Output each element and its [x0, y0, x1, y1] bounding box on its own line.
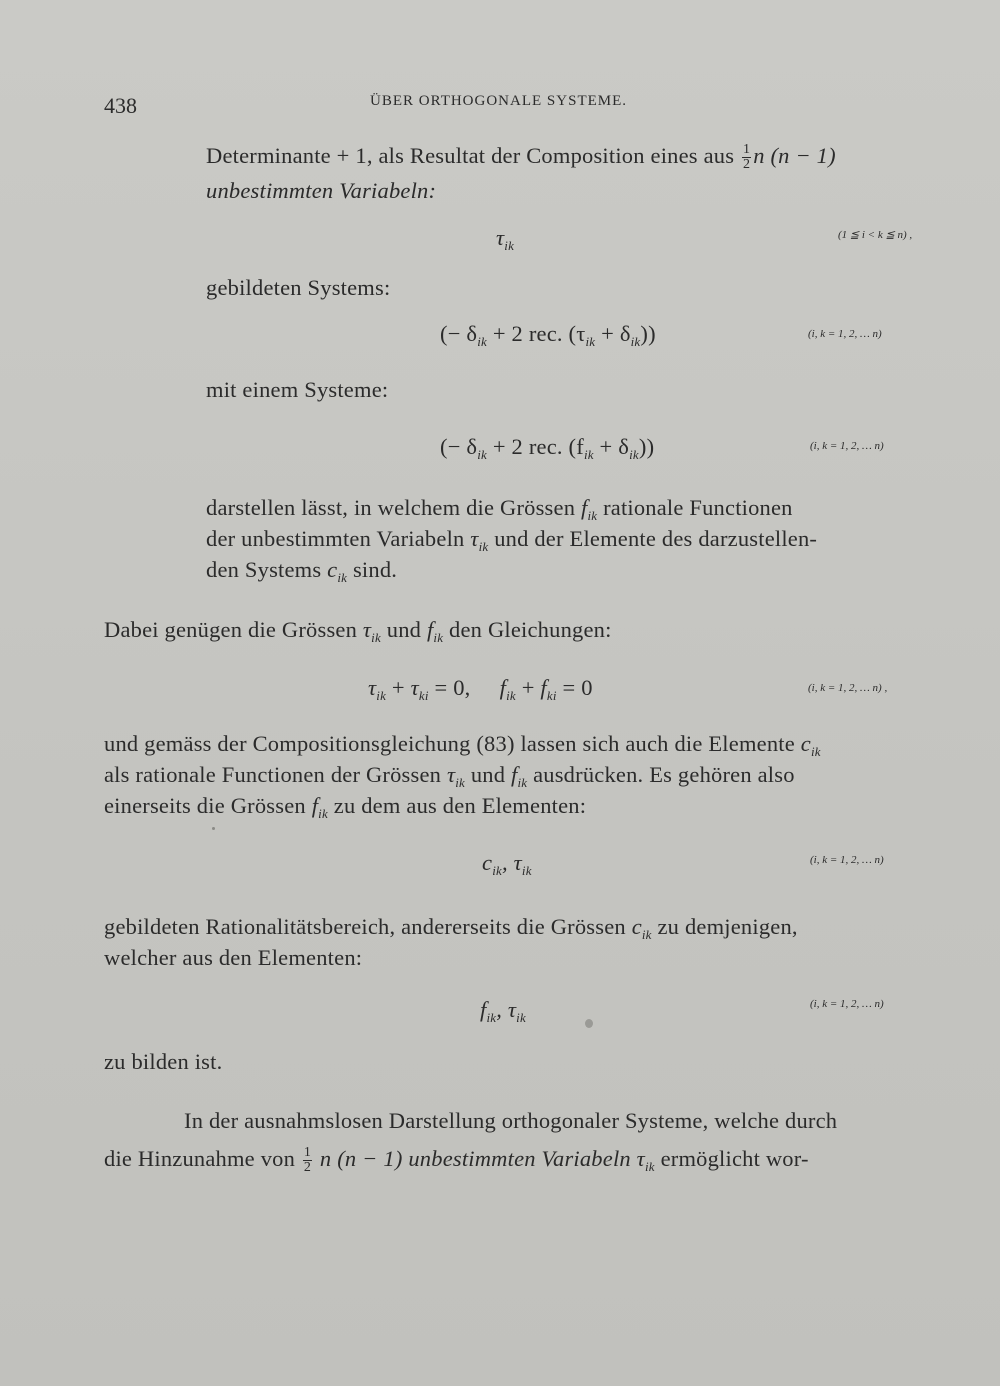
- math-symbol: τ: [513, 850, 522, 875]
- ink-spot: [585, 1019, 593, 1028]
- text-span: rationale Functionen: [603, 495, 793, 520]
- math-subscript: ik: [644, 1159, 655, 1174]
- running-title: ÜBER ORTHOGONALE SYSTEME.: [370, 93, 628, 109]
- math-subscript: ik: [629, 447, 639, 462]
- text-span: und: [386, 617, 422, 642]
- equation-condition: (i, k = 1, 2, … n): [808, 328, 882, 340]
- math-subscript: ik: [455, 775, 465, 790]
- math-part: +: [386, 675, 411, 700]
- math-subscript: ik: [337, 570, 348, 585]
- equation-system-f: [440, 431, 654, 462]
- text-span: zu demjenigen,: [657, 914, 798, 939]
- math-subscript: ki: [418, 688, 429, 703]
- math-part: + δ: [595, 321, 631, 346]
- text-span: sind.: [352, 557, 398, 582]
- math-symbol: c: [631, 914, 642, 939]
- text-span: den Systems: [206, 557, 322, 582]
- paragraph-line: [104, 614, 612, 645]
- paragraph-line: [206, 140, 836, 172]
- math-subscript: ik: [371, 630, 381, 645]
- paragraph-line: unbestimmten Variabeln:: [206, 178, 437, 203]
- paragraph-line: gebildeten Systems:: [206, 275, 391, 300]
- math-subscript: ik: [517, 775, 528, 790]
- math-symbol: τ: [470, 526, 479, 551]
- math-subscript: ik: [506, 688, 516, 703]
- fraction-half: [742, 143, 751, 172]
- equation-condition: (1 ≦ i < k ≦ n) ,: [838, 229, 913, 241]
- math-part: ,: [501, 850, 514, 875]
- paragraph-line: [104, 759, 795, 790]
- paragraph-line: [104, 1143, 809, 1175]
- text-span: und gemäss der Compositionsgleichung (83) lassen sich auch die Elemente: [104, 731, 795, 756]
- fraction-numerator: 1: [743, 142, 751, 158]
- math-part: + δ: [593, 434, 630, 459]
- paragraph-line: [104, 911, 798, 942]
- equation-tau: [496, 222, 514, 253]
- paragraph-line: welcher aus den Elementen:: [104, 945, 363, 970]
- math-expression: n (n − 1): [753, 143, 836, 168]
- math-subscript: ik: [486, 1010, 497, 1025]
- fraction-denominator: 2: [743, 157, 751, 173]
- math-symbol: f: [540, 675, 547, 700]
- math-symbol: f: [499, 675, 507, 700]
- math-subscript: ik: [587, 508, 598, 523]
- math-part: )): [640, 321, 656, 346]
- text-span: darstellen lässt, in welchem die Grössen: [206, 495, 576, 520]
- math-subscript: ik: [433, 630, 444, 645]
- math-symbol: c: [327, 557, 338, 582]
- paragraph-line: mit einem Systeme:: [206, 377, 389, 402]
- text-span: ausdrücken. Es gehören also: [533, 762, 795, 787]
- math-symbol: τ: [507, 997, 517, 1022]
- text-span: gebildeten Rationalitätsbereich, andererseits die Grössen: [104, 914, 626, 939]
- math-subscript: ik: [521, 863, 532, 878]
- math-symbol: f: [580, 495, 588, 520]
- math-symbol: c: [482, 850, 493, 875]
- equation-system-tau: [440, 318, 656, 349]
- math-subscript: ik: [477, 447, 488, 462]
- text-span: Dabei genügen die Grössen: [104, 617, 358, 642]
- text-span: n (n − 1) unbestimmten Variabeln: [319, 1146, 631, 1171]
- math-part: = 0: [556, 675, 593, 700]
- text-span: den Gleichungen:: [449, 617, 612, 642]
- equation-condition: (i, k = 1, 2, … n): [810, 998, 884, 1010]
- math-symbol: τ: [362, 617, 372, 642]
- paragraph-line: [206, 523, 817, 554]
- math-symbol: τ: [410, 675, 419, 700]
- text-span: und der Elemente des darzustellen-: [494, 526, 818, 551]
- text-span: und: [470, 762, 506, 787]
- math-symbol: f: [311, 793, 319, 818]
- math-subscript: ik: [478, 539, 489, 554]
- equation-antisymmetry: [368, 672, 593, 703]
- paragraph-line: [206, 554, 397, 585]
- math-subscript: ik: [318, 806, 328, 821]
- text-span: einerseits die Grössen: [104, 793, 306, 818]
- text-span: Determinante + 1, als Resultat der Composition eines aus: [206, 143, 735, 168]
- equation-elements-c-tau: [482, 847, 532, 878]
- paragraph-line: [104, 790, 586, 821]
- paragraph-line: zu bilden ist.: [104, 1049, 223, 1074]
- ink-dot: [212, 827, 215, 830]
- text-span: zu dem aus den Elementen:: [333, 793, 587, 818]
- text-span: als rationale Functionen der Grössen: [104, 762, 442, 787]
- math-subscript: ik: [641, 927, 652, 942]
- math-part: + 2 rec. (f: [487, 434, 584, 459]
- math-part: +: [515, 675, 541, 700]
- math-part: )): [638, 434, 655, 459]
- math-subscript: ik: [492, 863, 502, 878]
- page-number: 438: [104, 93, 137, 118]
- paragraph-line: [104, 728, 821, 759]
- fraction-half: [303, 1146, 312, 1175]
- math-part: = 0,: [428, 675, 471, 700]
- math-symbol: τ: [496, 225, 505, 250]
- math-part: + 2 rec. (τ: [487, 321, 586, 346]
- math-symbol: f: [511, 762, 518, 787]
- math-subscript: ki: [546, 688, 557, 703]
- math-part: (− δ: [440, 321, 478, 346]
- fraction-denominator: 2: [303, 1160, 312, 1176]
- math-subscript: ik: [583, 447, 594, 462]
- math-subscript: ik: [585, 334, 596, 349]
- math-symbol: τ: [446, 762, 456, 787]
- math-part: (− δ: [440, 434, 478, 459]
- text-span: ermöglicht wor-: [660, 1146, 809, 1171]
- math-subscript: ik: [504, 238, 515, 253]
- math-symbol: f: [480, 997, 487, 1022]
- math-subscript: ik: [477, 334, 488, 349]
- math-subscript: ik: [630, 334, 641, 349]
- paragraph-line: [206, 492, 793, 523]
- math-symbol: f: [426, 617, 434, 642]
- equation-condition: (i, k = 1, 2, … n): [810, 440, 884, 452]
- math-subscript: ik: [810, 744, 821, 759]
- fraction-numerator: 1: [303, 1145, 312, 1161]
- math-symbol: τ: [368, 675, 377, 700]
- math-symbol: c: [800, 731, 811, 756]
- math-subscript: ik: [516, 1010, 526, 1025]
- equation-condition: (i, k = 1, 2, … n) ,: [808, 682, 888, 694]
- paragraph-line: In der ausnahmslosen Darstellung orthogonaler Systeme, welche durch: [184, 1108, 838, 1133]
- text-span: der unbestimmten Variabeln: [206, 526, 465, 551]
- equation-elements-f-tau: [480, 994, 526, 1025]
- text-span: die Hinzunahme von: [104, 1146, 296, 1171]
- equation-condition: (i, k = 1, 2, … n): [810, 854, 884, 866]
- math-symbol: τ: [636, 1146, 645, 1171]
- math-subscript: ik: [376, 688, 387, 703]
- math-part: ,: [496, 997, 508, 1022]
